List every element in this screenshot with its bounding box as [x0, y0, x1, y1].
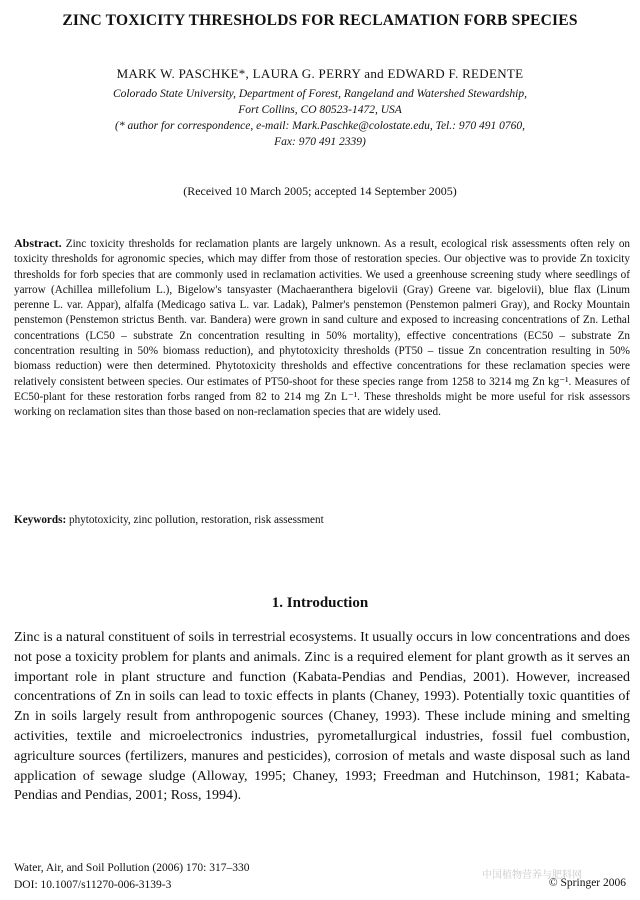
abstract-label: Abstract.	[14, 236, 62, 250]
abstract-block	[14, 236, 630, 421]
paper-title: ZINC TOXICITY THRESHOLDS FOR RECLAMATION FORB SPECIES	[62, 12, 578, 29]
publisher-copyright: © Springer 2006	[548, 877, 626, 889]
footer-citation	[14, 860, 250, 894]
journal-citation: Water, Air, and Soil Pollution (2006) 170: 317–330	[14, 862, 250, 874]
introduction-paragraph: Zinc is a natural constituent of soils in terrestrial ecosystems. It usually occurs in low concentrations and does not pose a toxicity problem for plants and animals. Zinc is a required element for plant growth as it serves an important role in plant structure and function (Kabata-Pendias and Pendias, 2001). However, increased concentrations of Zn in soils can lead to toxic effects in plants (Chaney, 1993). Potentially toxic quantities of Zn in soils largely result from anthropogenic sources (Chaney, 1993). These include mining and smelting activities, textile and microelectronics industries, pyrometallurgical industries, fossil fuel combustion, agriculture sources (fertilizers, manures and pesticides), corrosion of metals and waste disposal such as land application of sewage sludge (Alloway, 1995; Chaney, 1993; Freedman and Hutchinson, 1981; Kabata-Pendias and Pendias, 2001; Ross, 1994).	[14, 630, 630, 804]
keywords-label: Keywords:	[14, 514, 67, 526]
received-dates: (Received 10 March 2005; accepted 14 September 2005)	[183, 184, 457, 198]
abstract-text: Zinc toxicity thresholds for reclamation plants are largely unknown. As a result, ecological risk assessments often rely on toxicity thresholds for agronomic species, which may differ from those of restoration species. Our objective was to provide Zn toxicity thresholds for forb species that are commonly used in reclamation activities. We used a greenhouse screening study where seedlings of yarrow (Achillea millefolium L.), Bigelow's tansyaster (Machaeranthera bigelovii (Gray) Greene var. bigelovii), blue flax (Linum perenne L. var. Appar), alfalfa (Medicago sativa L. var. Ladak), Palmer's penstemon (Penstemon palmeri Gray), and Rocky Mountain penstemon (Penstemon strictus Benth. var. Bandera) were grown in sand culture and exposed to increasing concentrations of Zn. Lethal concentrations (LC50 – substrate Zn concentration resulting in 50% mortality), effective concentrations (EC50 – substrate Zn concentration resulting in 50% biomass reduction), and phytotoxicity thresholds (PT50 – tissue Zn concentration resulting in 50% biomass reduction) were then determined. Phytotoxicity thresholds and effective concentrations for these reclamation species were relatively consistent between species. Our estimates of PT50-shoot for these species range from 1258 to 3214 mg Zn kg⁻¹. Measures of EC50-plant for these restoration forbs ranged from 82 to 214 mg Zn L⁻¹. These thresholds might be more useful for risk assessors working on reclamation sites than those based on non-reclamation species that are widely used.	[14, 238, 631, 419]
affiliation-line-2: Fort Collins, CO 80523-1472, USA	[238, 104, 402, 116]
affiliation-line-1: Colorado State University, Department of Forest, Rangeland and Watershed Stewardship,	[113, 88, 527, 100]
section-heading-introduction: 1. Introduction	[271, 595, 369, 611]
correspondence-line-2: Fax: 970 491 2339)	[274, 136, 366, 148]
keywords-block	[14, 514, 630, 526]
correspondence-line-1: (* author for correspondence, e-mail: Mark.Paschke@colostate.edu, Tel.: 970 491 0760,	[115, 120, 525, 132]
watermark-text: 中国植物营养与肥料网	[482, 870, 582, 881]
keywords-text: phytotoxicity, zinc pollution, restoration, risk assessment	[69, 514, 324, 526]
author-list: MARK W. PASCHKE*, LAURA G. PERRY and EDWARD F. REDENTE	[116, 66, 524, 81]
doi: DOI: 10.1007/s11270-006-3139-3	[14, 879, 172, 891]
